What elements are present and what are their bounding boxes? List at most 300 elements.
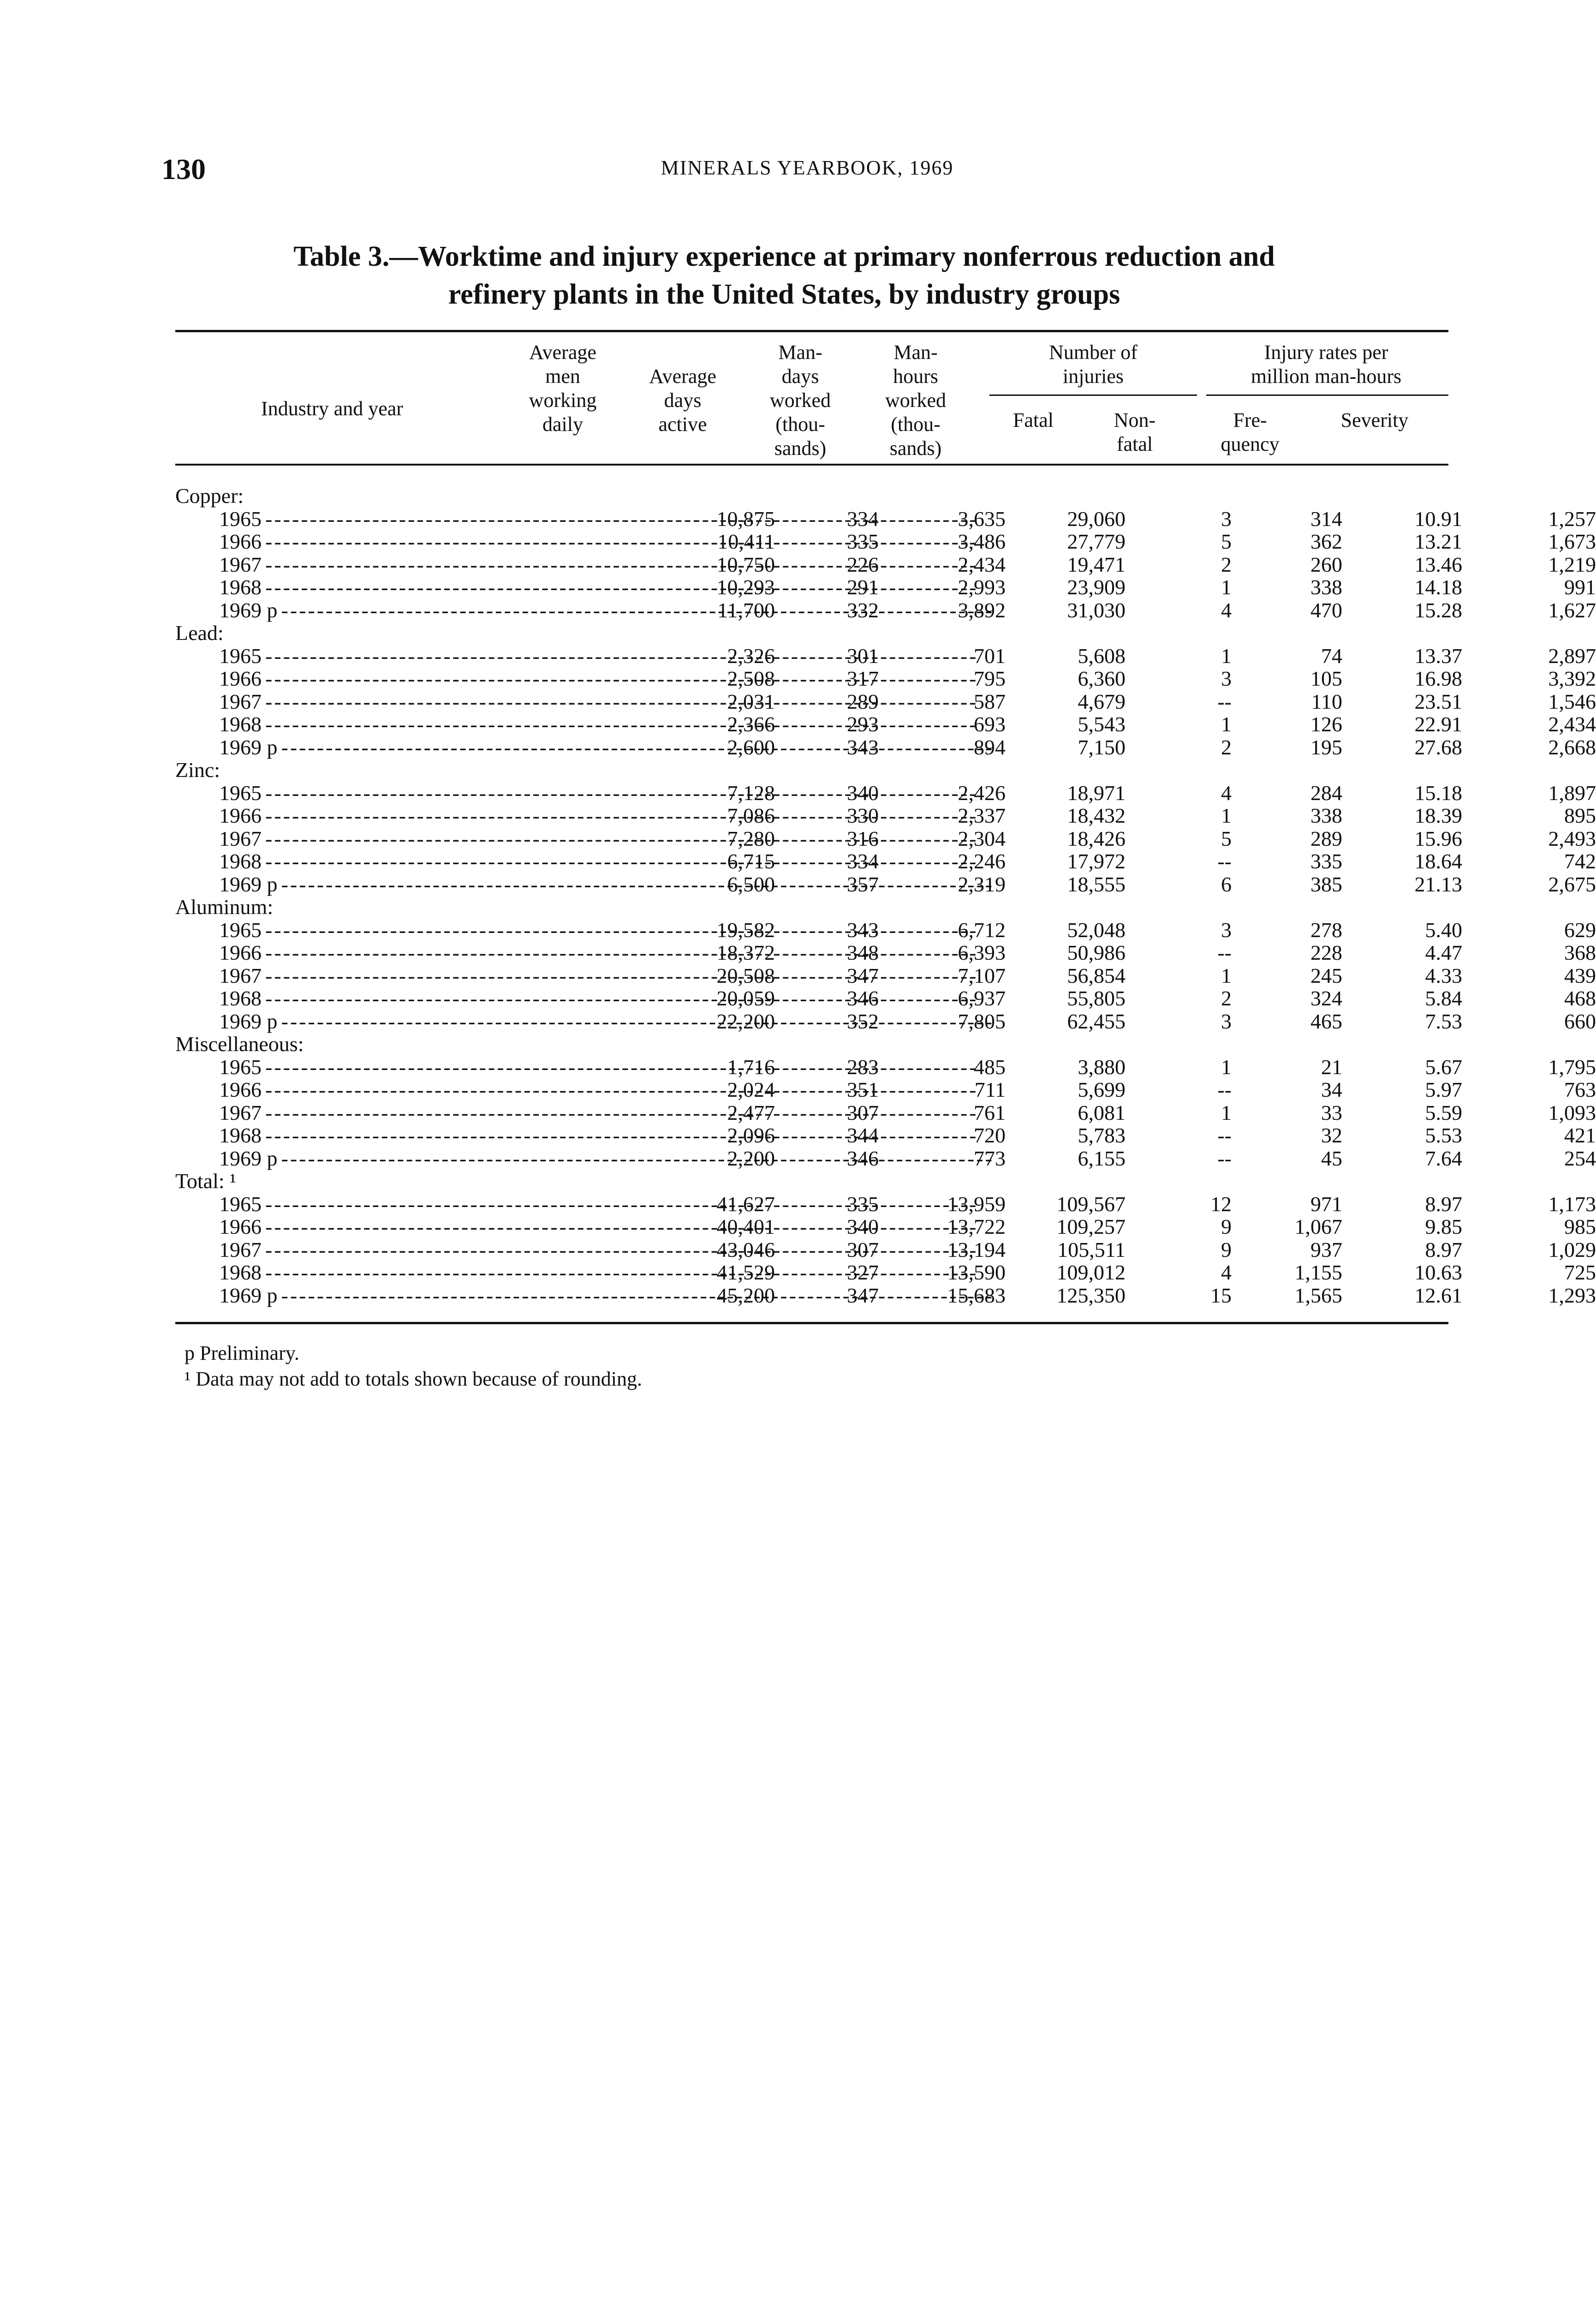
cell-man-hours: 18,555 [1067,872,1126,896]
cell-days-active: 357 [847,872,879,896]
cell-severity: 1,293 [1548,1283,1596,1307]
cell-severity: 660 [1564,1009,1596,1033]
cell-severity: 985 [1564,1215,1596,1238]
cell-man-hours: 50,986 [1067,941,1126,964]
header-frequency: Fre- quency [1221,409,1280,455]
cell-nonfatal: 245 [1310,963,1342,987]
cell-frequency: 10.63 [1414,1261,1462,1284]
cell-man-hours: 5,783 [1078,1124,1126,1147]
cell-man-hours: 4,679 [1078,689,1126,713]
cell-fatal: 3 [1221,1009,1232,1033]
cell-fatal: 1 [1221,1100,1232,1124]
table-top-rule [175,330,1448,332]
group-row [175,484,1448,508]
cell-man-days: 894 [974,735,1006,759]
cell-days-active: 307 [847,1100,879,1124]
table-row [175,1100,1596,1124]
cell-days-active: 352 [847,1009,879,1033]
cell-man-days: 2,426 [958,781,1006,805]
cell-fatal: 4 [1221,598,1232,622]
cell-days-active: 283 [847,1055,879,1079]
cell-men-working: 7,086 [727,804,775,827]
cell-frequency: 27.68 [1414,735,1462,759]
table-row [175,826,1596,850]
cell-nonfatal: 105 [1310,667,1342,690]
footnote-preliminary: p Preliminary. [185,1342,299,1364]
cell-year: 1969 p ----- [219,873,514,896]
cell-severity: 1,093 [1548,1100,1596,1124]
cell-frequency: 4.47 [1425,941,1462,964]
cell-men-working: 43,046 [716,1237,775,1261]
cell-men-working: 41,627 [716,1192,775,1216]
cell-nonfatal: 314 [1310,507,1342,531]
cell-men-working: 7,280 [727,826,775,850]
cell-severity: 2,434 [1548,712,1596,736]
cell-year: 1965 ----- [219,1193,514,1216]
cell-man-days: 701 [974,644,1006,668]
cell-severity: 421 [1564,1124,1596,1147]
cell-fatal: 2 [1221,552,1232,576]
cell-man-days: 773 [974,1146,1006,1170]
table-row [175,735,1596,759]
cell-men-working: 2,366 [727,712,775,736]
cell-severity: 742 [1564,849,1596,873]
cell-year: 1966 ----- [219,1215,514,1238]
cell-man-hours: 5,608 [1078,644,1126,668]
cell-nonfatal: 324 [1310,986,1342,1010]
cell-nonfatal: 74 [1321,644,1342,668]
cell-men-working: 10,750 [716,552,775,576]
cell-days-active: 301 [847,644,879,668]
cell-frequency: 5.53 [1425,1124,1462,1147]
cell-severity: 2,897 [1548,644,1596,668]
cell-man-days: 2,434 [958,552,1006,576]
cell-man-days: 720 [974,1124,1006,1147]
header-fatal: Fatal [1013,409,1054,431]
cell-severity: 1,673 [1548,530,1596,553]
cell-year: 1969 p ----- [219,1147,514,1170]
table-header-rule [175,464,1448,466]
cell-man-days: 2,304 [958,826,1006,850]
cell-men-working: 2,508 [727,667,775,690]
cell-days-active: 347 [847,1283,879,1307]
header-man-hours: Man- hours worked (thou- sands) [885,341,946,460]
cell-frequency: 5.40 [1425,918,1462,942]
table-row [175,530,1596,553]
cell-nonfatal: 195 [1310,735,1342,759]
cell-fatal: 5 [1221,826,1232,850]
cell-year: 1965 ----- [219,919,514,942]
cell-severity: 1,219 [1548,552,1596,576]
cell-frequency: 15.96 [1414,826,1462,850]
cell-year: 1968 ----- [219,1124,514,1147]
header-industry-year: Industry and year [261,397,403,420]
group-label: Total: ¹ [175,1169,236,1193]
cell-year: 1968 ----- [219,987,514,1010]
footnotes [185,1340,642,1392]
group-label: Miscellaneous: [175,1032,304,1056]
cell-nonfatal: 1,155 [1294,1261,1342,1284]
table-row [175,941,1596,964]
cell-nonfatal: 32 [1321,1124,1342,1147]
cell-days-active: 347 [847,963,879,987]
cell-severity: 1,627 [1548,598,1596,622]
cell-men-working: 11,700 [717,598,775,622]
cell-man-hours: 105,511 [1057,1237,1126,1261]
cell-man-days: 587 [974,689,1006,713]
table-row [175,849,1596,873]
cell-days-active: 348 [847,941,879,964]
cell-man-hours: 27,779 [1067,530,1126,553]
cell-nonfatal: 971 [1310,1192,1342,1216]
cell-year: 1969 p ----- [219,599,514,622]
cell-days-active: 346 [847,1146,879,1170]
cell-nonfatal: 335 [1310,849,1342,873]
cell-frequency: 23.51 [1414,689,1462,713]
cell-year: 1966 ----- [219,530,514,553]
cell-nonfatal: 470 [1310,598,1342,622]
cell-man-days: 15,683 [947,1283,1006,1307]
cell-fatal: 9 [1221,1215,1232,1238]
cell-men-working: 6,715 [727,849,775,873]
cell-man-days: 2,246 [958,849,1006,873]
cell-days-active: 334 [847,849,879,873]
header-nonfatal: Non- fatal [1114,409,1156,455]
cell-frequency: 13.21 [1414,530,1462,553]
cell-days-active: 334 [847,507,879,531]
cell-fatal: 15 [1210,1283,1232,1307]
cell-year: 1966 ----- [219,941,514,964]
cell-man-days: 6,937 [958,986,1006,1010]
cell-man-hours: 18,971 [1067,781,1126,805]
cell-year: 1967 ----- [219,827,514,850]
cell-frequency: 8.97 [1425,1237,1462,1261]
cell-severity: 2,668 [1548,735,1596,759]
table-row [175,1215,1596,1238]
cell-men-working: 18,372 [716,941,775,964]
cell-nonfatal: 21 [1321,1055,1342,1079]
table-row [175,667,1596,690]
table-row [175,1124,1596,1147]
cell-year: 1968 ----- [219,713,514,736]
cell-men-working: 45,200 [716,1283,775,1307]
cell-days-active: 289 [847,689,879,713]
cell-men-working: 20,059 [716,986,775,1010]
cell-man-days: 13,959 [947,1192,1006,1216]
cell-year: 1968 ----- [219,850,514,873]
cell-fatal: 1 [1221,804,1232,827]
cell-severity: 991 [1564,575,1596,599]
table-row [175,552,1596,576]
cell-fatal: 3 [1221,918,1232,942]
cell-frequency: 5.97 [1425,1078,1462,1101]
table-row [175,507,1596,531]
cell-nonfatal: 33 [1321,1100,1342,1124]
group-label: Zinc: [175,758,220,782]
cell-nonfatal: 385 [1310,872,1342,896]
cell-frequency: 9.85 [1425,1215,1462,1238]
cell-man-hours: 62,455 [1067,1009,1126,1033]
cell-days-active: 332 [847,598,879,622]
table-row [175,1283,1596,1307]
injuries-subrule [989,394,1197,396]
cell-men-working: 2,096 [727,1124,775,1147]
cell-year: 1968 ----- [219,576,514,599]
cell-days-active: 343 [847,918,879,942]
cell-days-active: 340 [847,781,879,805]
cell-man-hours: 19,471 [1067,552,1126,576]
cell-man-days: 761 [974,1100,1006,1124]
cell-fatal: -- [1217,849,1232,873]
header-severity: Severity [1340,409,1409,431]
cell-days-active: 335 [847,530,879,553]
cell-man-days: 13,590 [947,1261,1006,1284]
cell-nonfatal: 284 [1310,781,1342,805]
cell-man-hours: 23,909 [1067,575,1126,599]
cell-men-working: 2,326 [727,644,775,668]
group-label: Aluminum: [175,895,274,919]
cell-fatal: 1 [1221,1055,1232,1079]
cell-year: 1967 ----- [219,690,514,713]
cell-severity: 1,029 [1548,1237,1596,1261]
cell-man-hours: 18,432 [1067,804,1126,827]
cell-frequency: 4.33 [1425,963,1462,987]
cell-man-days: 13,722 [947,1215,1006,1238]
cell-severity: 1,897 [1548,781,1596,805]
cell-frequency: 7.53 [1425,1009,1462,1033]
cell-fatal: 1 [1221,963,1232,987]
table-row [175,1009,1596,1033]
cell-nonfatal: 362 [1310,530,1342,553]
cell-fatal: 5 [1221,530,1232,553]
cell-fatal: 1 [1221,712,1232,736]
table-row [175,598,1596,622]
cell-nonfatal: 289 [1310,826,1342,850]
cell-days-active: 344 [847,1124,879,1147]
cell-days-active: 330 [847,804,879,827]
cell-man-hours: 109,567 [1056,1192,1126,1216]
table-bottom-rule [175,1322,1448,1324]
group-row [175,622,1448,645]
page-header [161,152,1453,185]
cell-severity: 725 [1564,1261,1596,1284]
cell-nonfatal: 465 [1310,1009,1342,1033]
cell-severity: 1,546 [1548,689,1596,713]
table-body [175,484,1596,1307]
cell-days-active: 291 [847,575,879,599]
cell-man-hours: 5,543 [1078,712,1126,736]
cell-days-active: 226 [847,552,879,576]
header-man-days: Man- days worked (thou- sands) [770,341,831,460]
cell-man-days: 485 [974,1055,1006,1079]
cell-men-working: 2,031 [727,689,775,713]
table-row [175,1192,1596,1216]
cell-frequency: 21.13 [1414,872,1462,896]
cell-men-working: 2,477 [727,1100,775,1124]
cell-man-hours: 6,155 [1078,1146,1126,1170]
group-row [175,896,1448,919]
cell-men-working: 19,582 [716,918,775,942]
cell-year: 1965 ----- [219,782,514,805]
table-title-line-1: Table 3.—Worktime and injury experience at primary nonferrous reduction and [293,241,1275,272]
cell-man-days: 13,194 [947,1237,1006,1261]
cell-severity: 2,675 [1548,872,1596,896]
cell-year: 1969 p ----- [219,1284,514,1307]
cell-man-hours: 55,805 [1067,986,1126,1010]
cell-frequency: 7.64 [1425,1146,1462,1170]
cell-severity: 763 [1564,1078,1596,1101]
cell-severity: 439 [1564,963,1596,987]
table-row [175,918,1596,942]
cell-year: 1967 ----- [219,1238,514,1261]
table-title [185,238,1384,313]
cell-nonfatal: 34 [1321,1078,1342,1101]
cell-man-hours: 31,030 [1067,598,1126,622]
cell-severity: 254 [1564,1146,1596,1170]
cell-fatal: -- [1217,1078,1232,1101]
cell-man-days: 6,393 [958,941,1006,964]
cell-year: 1965 ----- [219,1056,514,1079]
cell-nonfatal: 110 [1311,689,1342,713]
table-row [175,712,1596,736]
cell-man-days: 2,993 [958,575,1006,599]
cell-year: 1965 ----- [219,508,514,531]
cell-men-working: 10,411 [717,530,775,553]
cell-year: 1967 ----- [219,964,514,987]
cell-frequency: 13.46 [1414,552,1462,576]
cell-days-active: 340 [847,1215,879,1238]
cell-severity: 1,795 [1548,1055,1596,1079]
rates-subrule [1206,394,1448,396]
cell-year: 1966 ----- [219,1078,514,1101]
cell-nonfatal: 260 [1310,552,1342,576]
cell-man-days: 795 [974,667,1006,690]
group-row [175,1170,1448,1193]
cell-man-hours: 109,257 [1056,1215,1126,1238]
table-row [175,1261,1596,1284]
cell-men-working: 2,600 [727,735,775,759]
cell-man-days: 7,107 [958,963,1006,987]
cell-man-hours: 29,060 [1067,507,1126,531]
cell-frequency: 5.84 [1425,986,1462,1010]
cell-severity: 3,392 [1548,667,1596,690]
cell-man-days: 2,319 [958,872,1006,896]
cell-men-working: 22,200 [716,1009,775,1033]
cell-man-hours: 6,360 [1078,667,1126,690]
cell-days-active: 316 [847,826,879,850]
cell-year: 1967 ----- [219,1101,514,1124]
cell-year: 1966 ----- [219,667,514,690]
cell-men-working: 20,508 [716,963,775,987]
header-average-men: Average men working daily [529,341,597,436]
table-row [175,1078,1596,1101]
cell-year: 1969 p ----- [219,736,514,759]
cell-frequency: 18.39 [1414,804,1462,827]
cell-days-active: 317 [847,667,879,690]
cell-frequency: 14.18 [1414,575,1462,599]
cell-fatal: 2 [1221,986,1232,1010]
cell-days-active: 307 [847,1237,879,1261]
cell-frequency: 5.67 [1425,1055,1462,1079]
cell-men-working: 2,200 [727,1146,775,1170]
cell-year: 1966 ----- [219,804,514,827]
table-row [175,1237,1596,1261]
cell-nonfatal: 278 [1310,918,1342,942]
table-row [175,689,1596,713]
cell-man-days: 3,892 [958,598,1006,622]
table-row [175,781,1596,805]
cell-men-working: 1,716 [727,1055,775,1079]
cell-severity: 895 [1564,804,1596,827]
cell-severity: 1,257 [1548,507,1596,531]
table-row [175,575,1596,599]
cell-fatal: 9 [1221,1237,1232,1261]
cell-nonfatal: 338 [1310,575,1342,599]
cell-days-active: 343 [847,735,879,759]
cell-fatal: 3 [1221,667,1232,690]
cell-men-working: 41,529 [716,1261,775,1284]
cell-fatal: 1 [1221,644,1232,668]
cell-fatal: -- [1217,941,1232,964]
cell-severity: 468 [1564,986,1596,1010]
cell-severity: 1,173 [1548,1192,1596,1216]
cell-man-days: 711 [974,1078,1006,1101]
cell-men-working: 10,293 [716,575,775,599]
cell-frequency: 15.18 [1414,781,1462,805]
cell-frequency: 5.59 [1425,1100,1462,1124]
running-title: MINERALS YEARBOOK, 1969 [661,156,954,179]
cell-days-active: 346 [847,986,879,1010]
cell-man-hours: 3,880 [1078,1055,1126,1079]
cell-nonfatal: 1,067 [1294,1215,1342,1238]
cell-man-days: 3,486 [958,530,1006,553]
table-row [175,1146,1596,1170]
group-row [175,1033,1448,1056]
cell-man-hours: 56,854 [1067,963,1126,987]
cell-fatal: 12 [1210,1192,1232,1216]
cell-fatal: 2 [1221,735,1232,759]
cell-days-active: 351 [847,1078,879,1101]
cell-men-working: 2,024 [727,1078,775,1101]
cell-year: 1969 p ----- [219,1010,514,1033]
cell-days-active: 327 [847,1261,879,1284]
cell-man-hours: 6,081 [1078,1100,1126,1124]
cell-days-active: 335 [847,1192,879,1216]
cell-fatal: -- [1217,689,1232,713]
cell-frequency: 13.37 [1414,644,1462,668]
group-label: Copper: [175,484,244,508]
cell-nonfatal: 937 [1310,1237,1342,1261]
table-row [175,644,1596,668]
cell-men-working: 7,128 [727,781,775,805]
header-average-days: Average days active [649,365,716,436]
cell-nonfatal: 1,565 [1294,1283,1342,1307]
cell-men-working: 6,500 [727,872,775,896]
cell-man-hours: 7,150 [1078,735,1126,759]
cell-severity: 629 [1564,918,1596,942]
cell-man-hours: 125,350 [1056,1283,1126,1307]
cell-year: 1967 ----- [219,553,514,576]
cell-man-hours: 17,972 [1067,849,1126,873]
cell-severity: 368 [1564,941,1596,964]
cell-man-hours: 5,699 [1078,1078,1126,1101]
cell-nonfatal: 45 [1321,1146,1342,1170]
cell-man-hours: 18,426 [1067,826,1126,850]
cell-nonfatal: 126 [1310,712,1342,736]
cell-fatal: -- [1217,1124,1232,1147]
cell-severity: 2,493 [1548,826,1596,850]
cell-fatal: 4 [1221,781,1232,805]
